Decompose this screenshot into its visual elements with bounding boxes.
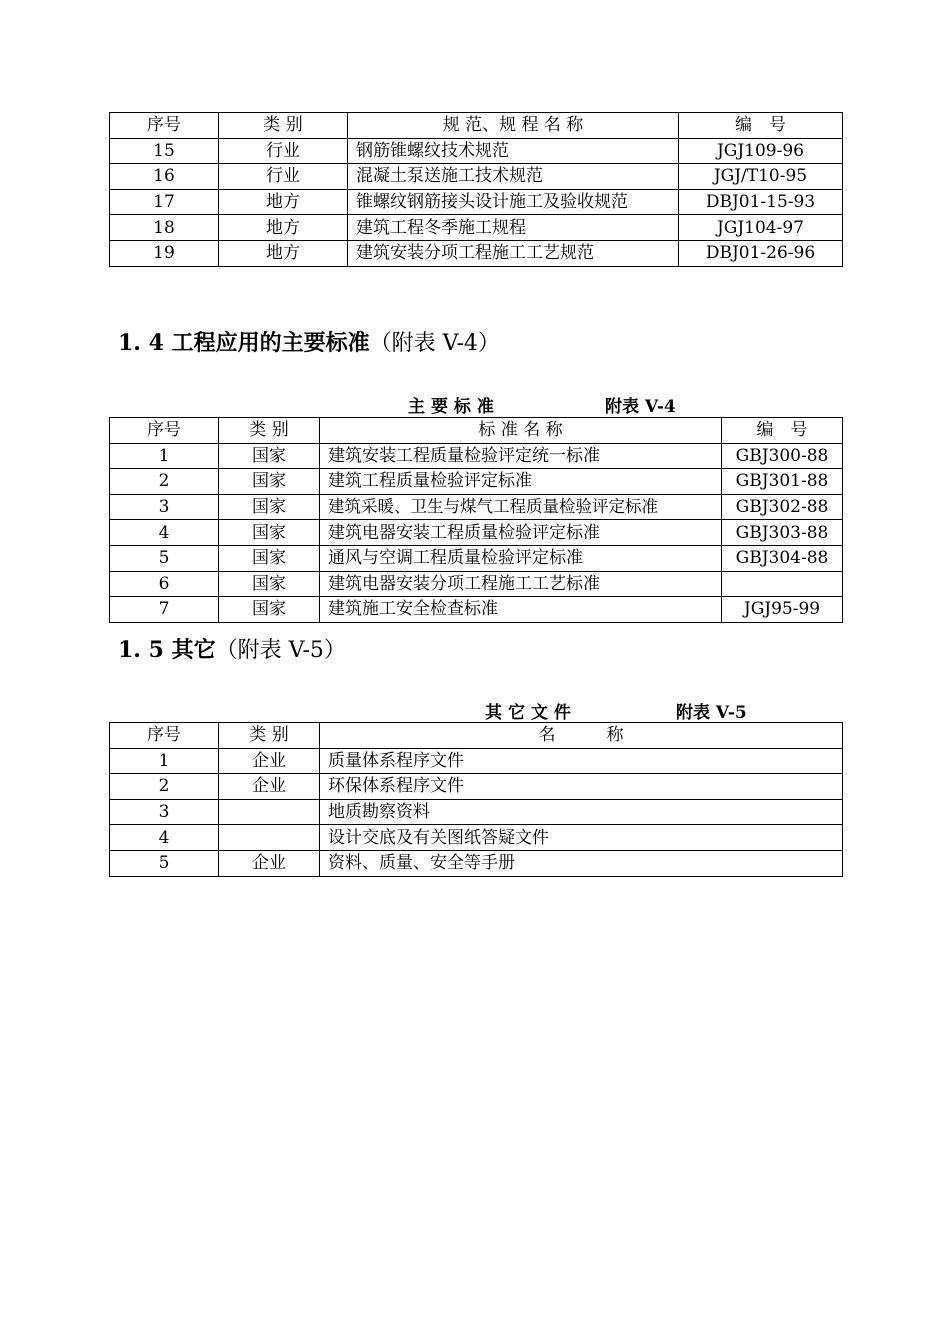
column-header-index: 序号 [110,723,219,749]
cell-code: GBJ300-88 [722,443,843,469]
standards-table-continued [109,112,843,267]
other-documents-table [109,722,843,877]
cell-code: JGJ109-96 [679,138,843,164]
cell-index: 17 [110,189,219,215]
table-row [110,520,843,546]
cell-category: 行业 [219,164,348,190]
cell-category: 国家 [219,571,320,597]
cell-name: 通风与空调工程质量检验评定标准 [320,545,722,571]
cell-category: 国家 [219,494,320,520]
cell-code: GBJ302-88 [722,494,843,520]
cell-index: 18 [110,215,219,241]
table-row [110,799,843,825]
table-row [110,571,843,597]
cell-name: 建筑施工安全检查标准 [320,597,722,623]
column-header-code: 编 号 [722,418,843,444]
cell-name: 建筑电器安装工程质量检验评定标准 [320,520,722,546]
table-row [110,469,843,495]
cell-name: 质量体系程序文件 [320,748,843,774]
column-header-category: 类 别 [219,418,320,444]
cell-code: JGJ95-99 [722,597,843,623]
table-row [110,597,843,623]
cell-category: 企业 [219,850,320,876]
cell-code: JGJ/T10-95 [679,164,843,190]
table-row [110,494,843,520]
cell-category: 国家 [219,597,320,623]
column-header-name: 名 称 [320,723,843,749]
cell-index: 1 [110,443,219,469]
table-row [110,240,843,266]
table-row [110,774,843,800]
cell-index: 4 [110,520,219,546]
cell-code: JGJ104-97 [679,215,843,241]
column-header-index: 序号 [110,418,219,444]
cell-category: 国家 [219,520,320,546]
table-row [110,138,843,164]
cell-category: 企业 [219,774,320,800]
cell-index: 16 [110,164,219,190]
cell-index: 2 [110,774,219,800]
section-title: 其它 [171,637,216,663]
column-header-name: 规 范、规 程 名 称 [348,113,679,139]
cell-category [219,799,320,825]
cell-index: 4 [110,825,219,851]
cell-index: 5 [110,545,219,571]
column-header-category: 类 别 [219,113,348,139]
cell-name: 地质勘察资料 [320,799,843,825]
cell-code: GBJ301-88 [722,469,843,495]
cell-index: 1 [110,748,219,774]
table-caption-other-documents [485,698,577,723]
cell-name: 锥螺纹钢筋接头设计施工及验收规范 [348,189,679,215]
table-row [110,215,843,241]
cell-code: DBJ01-26-96 [679,240,843,266]
cell-name: 资料、质量、安全等手册 [320,850,843,876]
table-row [110,545,843,571]
cell-code: DBJ01-15-93 [679,189,843,215]
cell-category: 国家 [219,469,320,495]
cell-name: 建筑工程冬季施工规程 [348,215,679,241]
cell-name: 建筑采暖、卫生与煤气工程质量检验评定标准 [320,494,722,520]
table-row [110,443,843,469]
cell-category: 行业 [219,138,348,164]
cell-name: 建筑电器安装分项工程施工工艺标准 [320,571,722,597]
cell-index: 5 [110,850,219,876]
cell-category: 地方 [219,215,348,241]
section-number: 1. 4 [118,330,164,356]
section-appendix-ref: （附表 V-5） [215,638,346,663]
column-header-category: 类 别 [219,723,320,749]
section-title: 工程应用的主要标准 [171,330,370,356]
cell-code [722,571,843,597]
cell-name: 建筑安装工程质量检验评定统一标准 [320,443,722,469]
cell-index: 7 [110,597,219,623]
cell-name: 钢筋锥螺纹技术规范 [348,138,679,164]
section-heading-1-4 [118,326,500,357]
column-header-index: 序号 [110,113,219,139]
caption-title: 主要标准 [408,397,500,417]
cell-index: 3 [110,799,219,825]
section-heading-1-5 [118,633,346,664]
table-caption-ref-v5: 附表 V-5 [676,703,747,723]
table-header-row [110,418,843,444]
cell-index: 15 [110,138,219,164]
table-header-row [110,723,843,749]
cell-category: 地方 [219,189,348,215]
cell-category: 地方 [219,240,348,266]
table-row [110,850,843,876]
table-row [110,825,843,851]
cell-name: 环保体系程序文件 [320,774,843,800]
cell-name: 设计交底及有关图纸答疑文件 [320,825,843,851]
cell-category: 企业 [219,748,320,774]
main-standards-table [109,417,843,623]
cell-index: 3 [110,494,219,520]
caption-title: 其它文件 [485,703,577,723]
cell-index: 6 [110,571,219,597]
section-number: 1. 5 [118,637,164,663]
cell-index: 19 [110,240,219,266]
cell-category: 国家 [219,545,320,571]
cell-name: 建筑安装分项工程施工工艺规范 [348,240,679,266]
cell-category [219,825,320,851]
table-row [110,748,843,774]
section-appendix-ref: （附表 V-4） [369,331,500,356]
column-header-name: 标 准 名 称 [320,418,722,444]
cell-code: GBJ303-88 [722,520,843,546]
cell-category: 国家 [219,443,320,469]
table-row [110,189,843,215]
table-caption-ref-v4: 附表 V-4 [605,397,676,417]
column-header-code: 编 号 [679,113,843,139]
table-caption-main-standards [408,392,500,417]
cell-name: 建筑工程质量检验评定标准 [320,469,722,495]
cell-index: 2 [110,469,219,495]
cell-name: 混凝土泵送施工技术规范 [348,164,679,190]
table-row [110,164,843,190]
cell-code: GBJ304-88 [722,545,843,571]
table-header-row [110,113,843,139]
